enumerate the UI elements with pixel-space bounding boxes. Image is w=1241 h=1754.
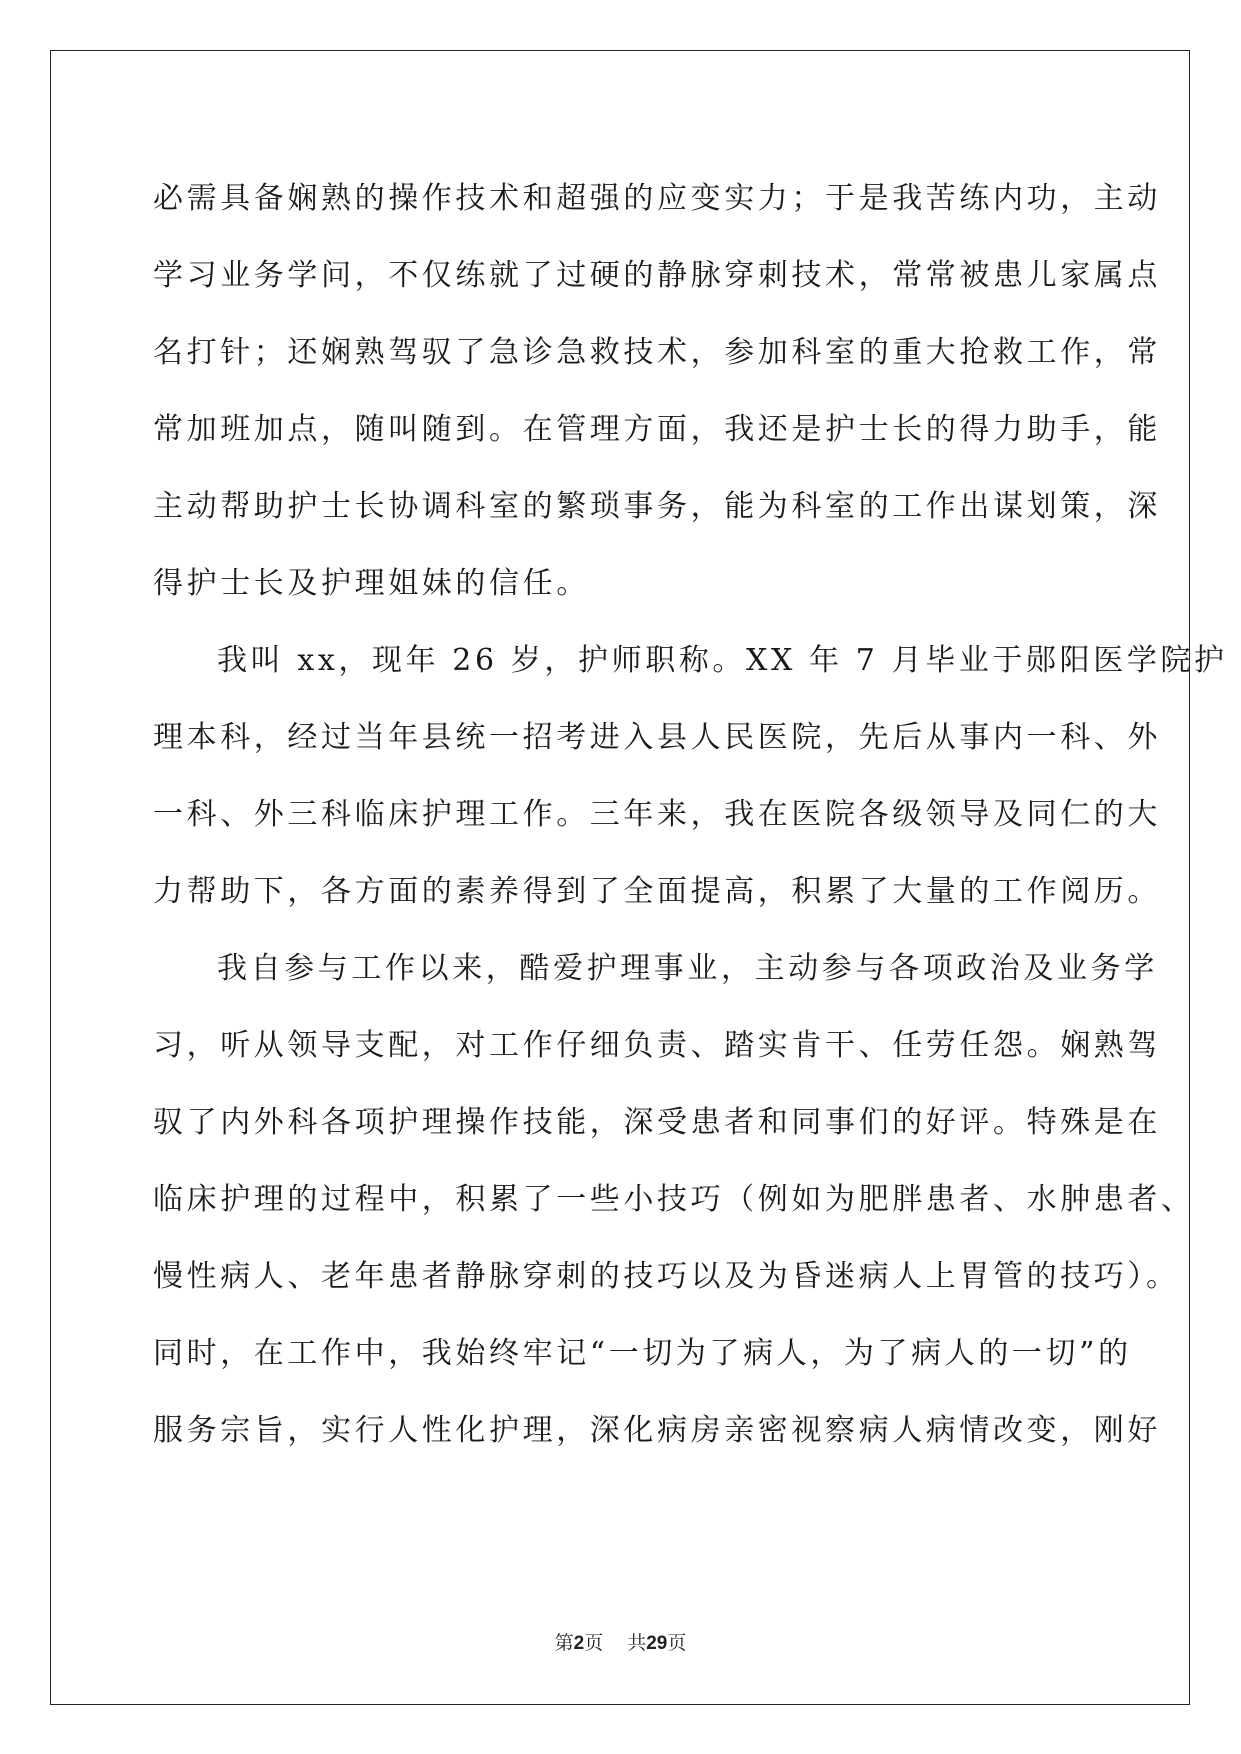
text-line: 习，听从领导支配，对工作仔细负责、踏实肯干、任劳任怨。娴熟驾 [153,1028,1161,1063]
text-line: 常加班加点，随叫随到。在管理方面，我还是护士长的得力助手，能 [153,412,1161,447]
text-line: 一科、外三科临床护理工作。三年来，我在医院各级领导及同仁的大 [153,797,1161,832]
text-line: 驭了内外科各项护理操作技能，深受患者和同事们的好评。特殊是在 [153,1105,1161,1140]
text-line: 理本科，经过当年县统一招考进入县人民医院，先后从事内一科、外 [153,720,1161,755]
text-line: 慢性病人、老年患者静脉穿刺的技巧以及为昏迷病人上胃管的技巧）。 [153,1259,1180,1294]
total-prefix: 共 [627,1632,647,1654]
total-suffix: 页 [667,1632,687,1654]
text-line: 同时，在工作中，我始终牢记“一切为了病人，为了病人的一切”的 [153,1336,1132,1371]
text-line: 服务宗旨，实行人性化护理，深化病房亲密视察病人病情改变，刚好 [153,1413,1161,1448]
text-line: 名打针；还娴熟驾驭了急诊急救技术，参加科室的重大抢救工作，常 [153,335,1161,370]
text-line: 临床护理的过程中，积累了一些小技巧（例如为肥胖患者、水肿患者、 [153,1182,1195,1217]
text-line: 主动帮助护士长协调科室的繁琐事务，能为科室的工作出谋划策，深 [153,489,1161,524]
page-footer [0,1628,1241,1655]
text-line: 必需具备娴熟的操作技术和超强的应变实力；于是我苦练内功，主动 [153,181,1161,216]
page-suffix: 页 [584,1632,604,1654]
total-pages: 29 [646,1633,668,1654]
paragraph-start-line: 我自参与工作以来，酷爱护理事业，主动参与各项政治及业务学 [217,951,1158,986]
paragraph-start-line: 我叫 xx，现年 26 岁，护师职称。XX 年 7 月毕业于郧阳医学院护 [217,643,1228,678]
text-line: 学习业务学问，不仅练就了过硬的静脉穿刺技术，常常被患儿家属点 [153,258,1161,293]
page-prefix: 第 [554,1632,574,1654]
page-number: 2 [573,1633,585,1654]
text-line: 得护士长及护理姐妹的信任。 [153,566,590,601]
document-body [153,160,1228,1469]
text-line: 力帮助下，各方面的素养得到了全面提高，积累了大量的工作阅历。 [153,874,1161,909]
